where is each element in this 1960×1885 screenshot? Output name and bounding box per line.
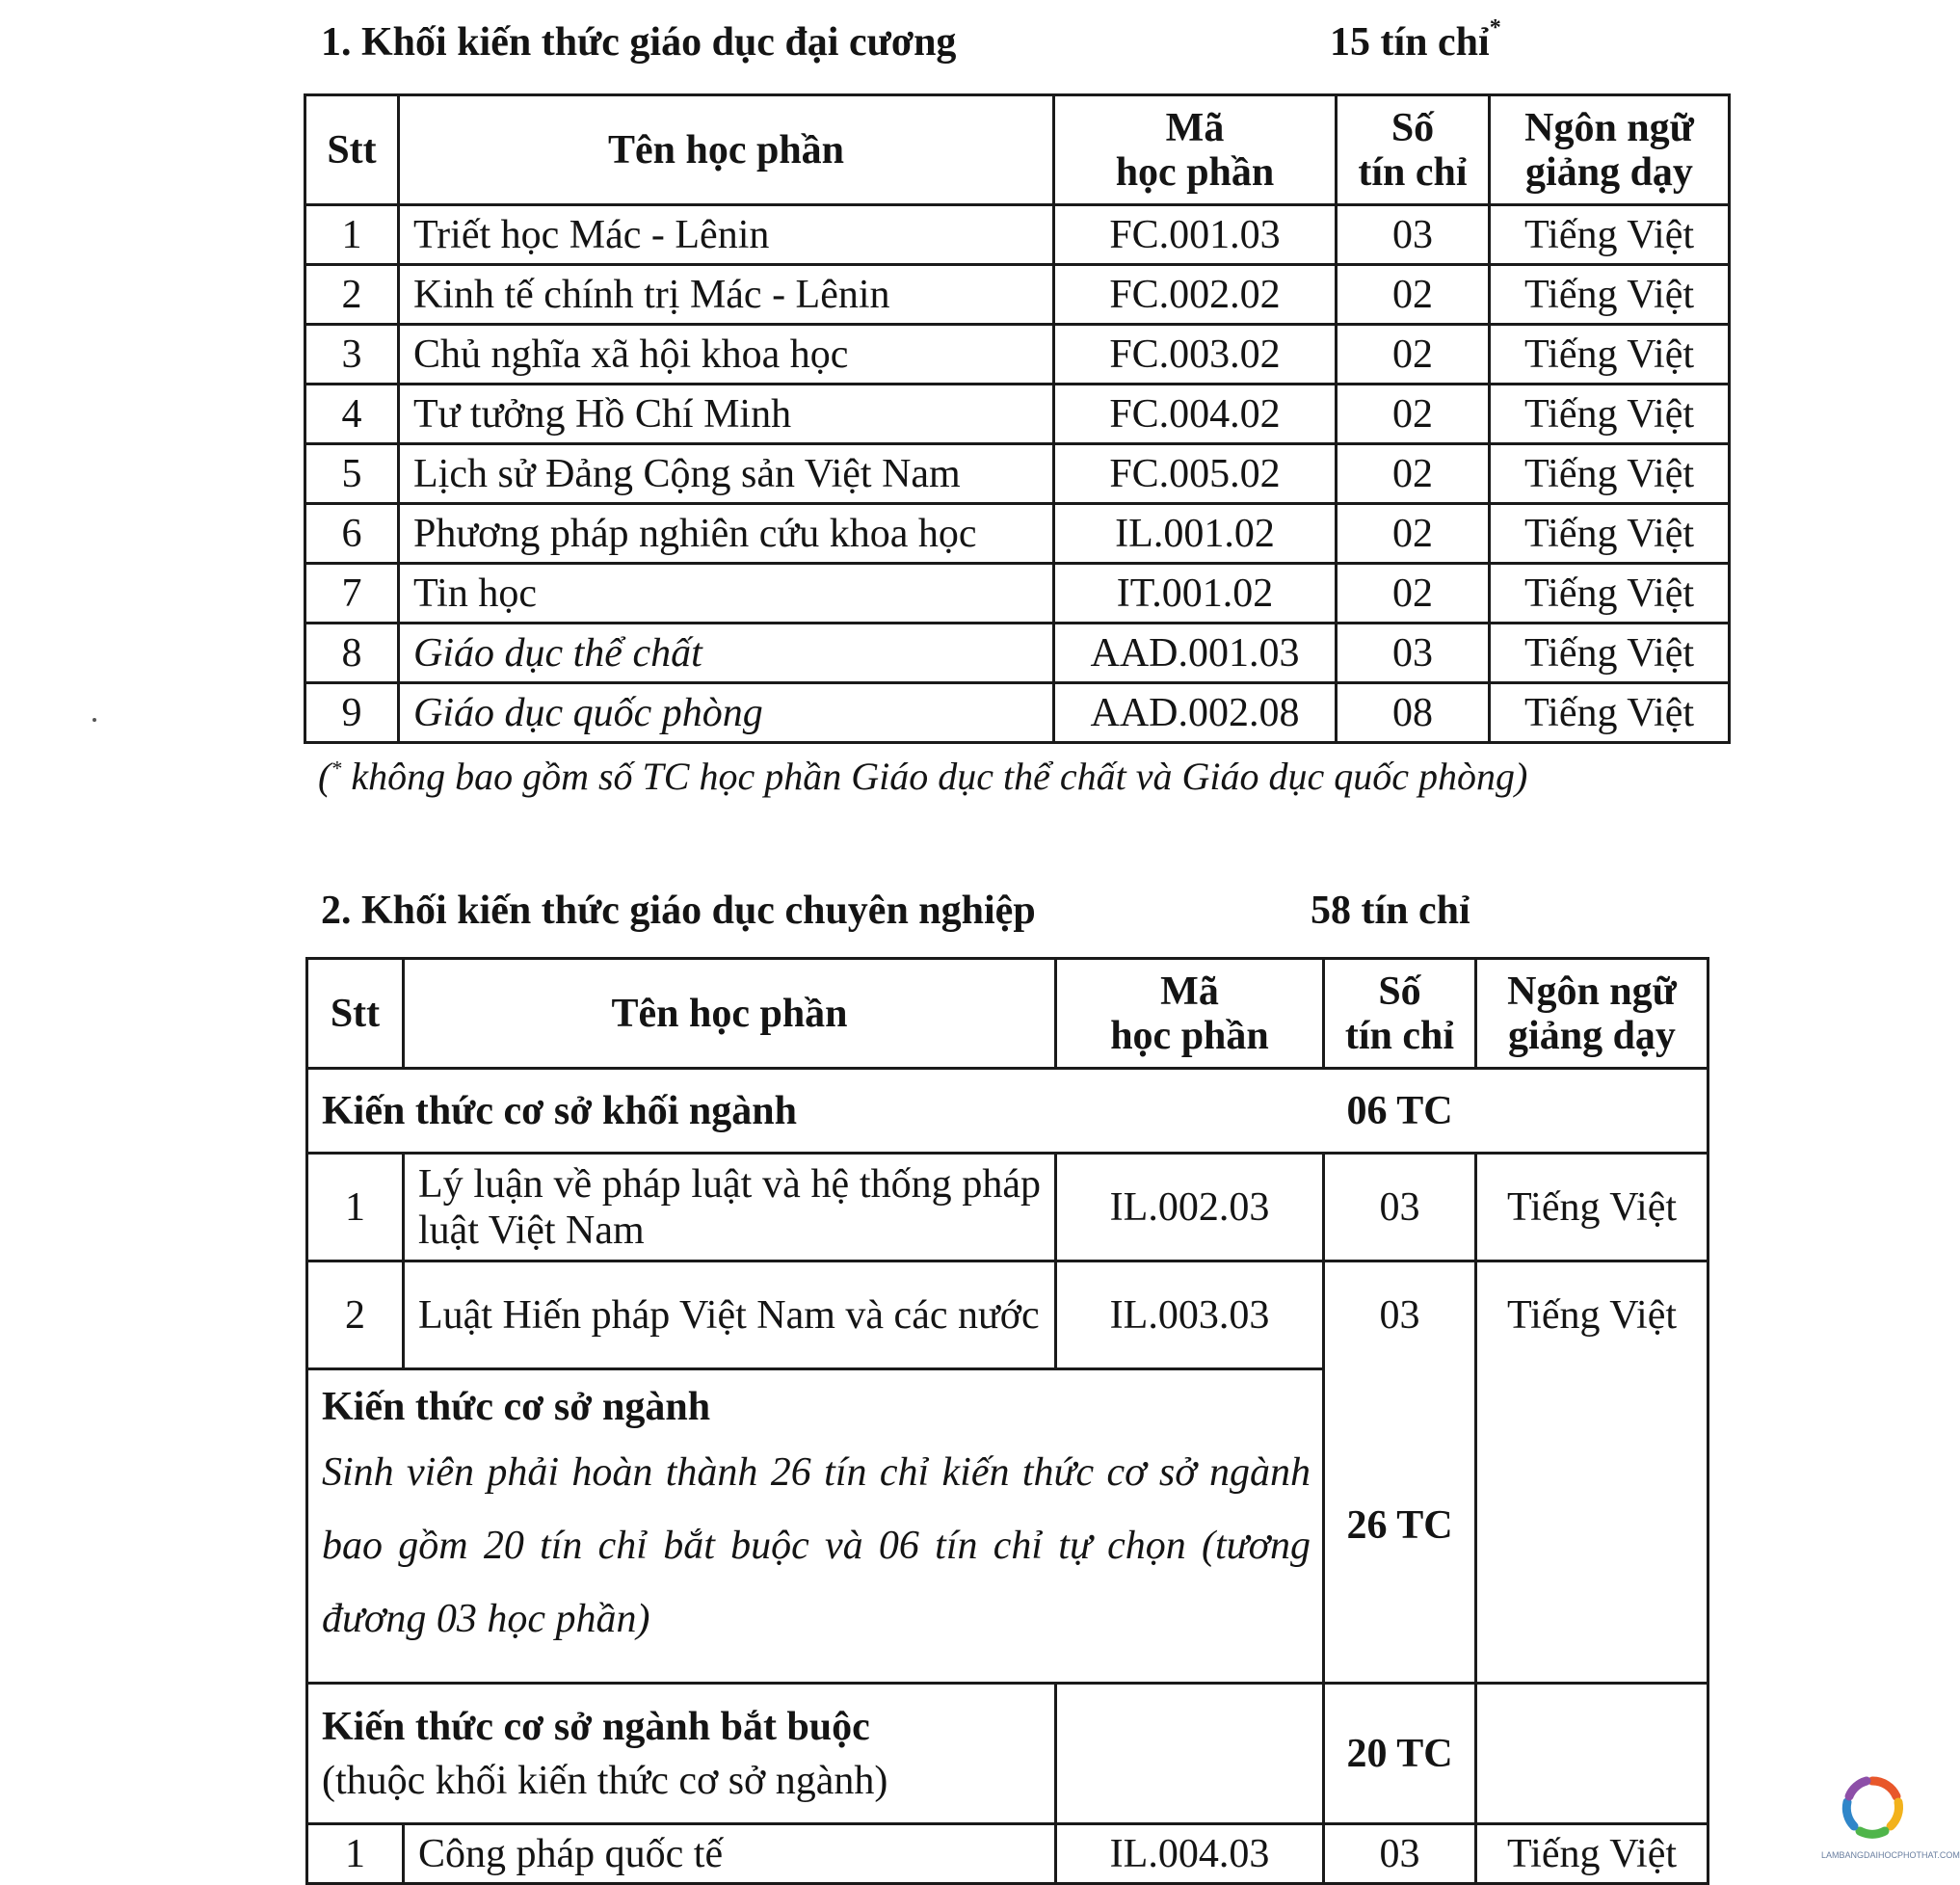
group-row-base-block [307, 1069, 1708, 1154]
group-subtitle: (thuộc khối kiến thức cơ sở ngành) [322, 1758, 888, 1803]
row-language: Tiếng Việt [1476, 1154, 1708, 1261]
row-language: Tiếng Việt [1490, 205, 1730, 265]
group-empty-cell [1476, 1369, 1708, 1684]
table-row [305, 564, 1730, 624]
row-credits: 02 [1337, 385, 1490, 444]
general-education-table [304, 93, 1731, 744]
header-credits-line1: Số [1391, 105, 1435, 150]
group-title: Kiến thức cơ sở khối ngành [307, 1069, 1324, 1154]
row-stt: 9 [305, 683, 399, 743]
header-stt: Stt [307, 959, 404, 1069]
header-code-line2: học phần [1115, 149, 1275, 195]
row-language: Tiếng Việt [1490, 564, 1730, 624]
section1-heading: 1. Khối kiến thức giáo dục đại cương [321, 20, 957, 65]
header-name: Tên học phần [404, 959, 1056, 1069]
row-course-name: Tư tưởng Hồ Chí Minh [399, 385, 1054, 444]
row-language: Tiếng Việt [1490, 444, 1730, 504]
table-row [307, 1261, 1708, 1369]
table-row [307, 1824, 1708, 1884]
group-credits: 26 TC [1324, 1369, 1476, 1684]
row-course-name: Giáo dục quốc phòng [399, 683, 1054, 743]
table-header-row [305, 95, 1730, 205]
footnote-mark: * [331, 756, 342, 781]
row-stt: 4 [305, 385, 399, 444]
row-credits: 03 [1337, 205, 1490, 265]
row-course-name: Luật Hiến pháp Việt Nam và các nước [404, 1261, 1056, 1369]
row-language: Tiếng Việt [1490, 504, 1730, 564]
row-stt: 1 [307, 1154, 404, 1261]
watermark-logo-ring [1846, 1781, 1898, 1834]
header-language-line2: giảng dạy [1508, 1013, 1676, 1058]
footnote-open: ( [318, 755, 331, 798]
table-row [305, 504, 1730, 564]
table-row [307, 1154, 1708, 1261]
table-row [305, 205, 1730, 265]
row-credits: 02 [1337, 265, 1490, 325]
table-header-row [307, 959, 1708, 1069]
row-stt: 1 [305, 205, 399, 265]
header-code [1056, 959, 1324, 1069]
row-credits: 03 [1324, 1824, 1476, 1884]
row-stt: 1 [307, 1824, 404, 1884]
section1-credits-text: 15 tín chỉ [1330, 20, 1490, 65]
row-stt: 3 [305, 325, 399, 385]
watermark-text: LAMBANGDAIHOCPHOTHAT.COM [1821, 1850, 1960, 1860]
header-language-line1: Ngôn ngữ [1507, 969, 1677, 1014]
header-language-line2: giảng dạy [1525, 149, 1693, 195]
row-stt: 8 [305, 624, 399, 683]
row-course-name: Phương pháp nghiên cứu khoa học [399, 504, 1054, 564]
table-row [305, 624, 1730, 683]
group-credits: 06 TC [1324, 1069, 1476, 1154]
group-empty-cell [1476, 1684, 1708, 1824]
row-course-code: IL.004.03 [1056, 1824, 1324, 1884]
group-empty-cell [1476, 1069, 1708, 1154]
scan-speck [93, 718, 96, 722]
row-course-code: FC.003.02 [1054, 325, 1337, 385]
row-language: Tiếng Việt [1490, 385, 1730, 444]
row-course-code: IT.001.02 [1054, 564, 1337, 624]
header-code-line1: Mã [1165, 105, 1225, 150]
group-base-major-cell [307, 1369, 1324, 1684]
row-language: Tiếng Việt [1490, 683, 1730, 743]
row-course-code: FC.001.03 [1054, 205, 1337, 265]
footnote [318, 754, 1527, 799]
group-title: Kiến thức cơ sở ngành bắt buộc [322, 1704, 870, 1749]
table-row [305, 325, 1730, 385]
section1-credits-mark: * [1489, 15, 1501, 40]
group-empty-code-cell [1056, 1684, 1324, 1824]
row-credits: 02 [1337, 564, 1490, 624]
header-language [1476, 959, 1708, 1069]
row-language: Tiếng Việt [1490, 624, 1730, 683]
row-course-name: Lịch sử Đảng Cộng sản Việt Nam [399, 444, 1054, 504]
row-course-name: Kinh tế chính trị Mác - Lênin [399, 265, 1054, 325]
row-course-code: AAD.001.03 [1054, 624, 1337, 683]
row-language: Tiếng Việt [1490, 325, 1730, 385]
header-language-line1: Ngôn ngữ [1524, 105, 1694, 150]
row-course-name: Tin học [399, 564, 1054, 624]
row-course-code: FC.005.02 [1054, 444, 1337, 504]
header-credits-line2: tín chỉ [1344, 1013, 1455, 1058]
group-row-base-major [307, 1369, 1708, 1684]
row-course-name: Chủ nghĩa xã hội khoa học [399, 325, 1054, 385]
row-course-code: IL.002.03 [1056, 1154, 1324, 1261]
row-language: Tiếng Việt [1476, 1261, 1708, 1369]
row-stt: 2 [305, 265, 399, 325]
row-credits: 03 [1324, 1154, 1476, 1261]
group-required-cell [307, 1684, 1056, 1824]
row-course-code: FC.004.02 [1054, 385, 1337, 444]
header-code-line2: học phần [1110, 1013, 1269, 1058]
row-language: Tiếng Việt [1490, 265, 1730, 325]
group-title: Kiến thức cơ sở ngành [322, 1385, 711, 1429]
row-stt: 6 [305, 504, 399, 564]
header-stt: Stt [305, 95, 399, 205]
header-credits-line2: tín chỉ [1358, 149, 1468, 195]
row-course-name: Công pháp quốc tế [404, 1824, 1056, 1884]
row-stt: 7 [305, 564, 399, 624]
header-name: Tên học phần [399, 95, 1054, 205]
row-language: Tiếng Việt [1476, 1824, 1708, 1884]
section1-credits [1330, 15, 1501, 66]
table-row [305, 385, 1730, 444]
row-course-code: FC.002.02 [1054, 265, 1337, 325]
group-description: Sinh viên phải hoàn thành 26 tín chỉ kiến thức cơ sở ngành bao gồm 20 tín chỉ bắt buộc và 06 tín chỉ tự chọn (tương đương 03 học phần) [322, 1450, 1311, 1641]
row-course-code: IL.003.03 [1056, 1261, 1324, 1369]
row-credits: 02 [1337, 325, 1490, 385]
header-language [1490, 95, 1730, 205]
header-credits-line1: Số [1378, 969, 1421, 1014]
row-stt: 2 [307, 1261, 404, 1369]
header-code [1054, 95, 1337, 205]
row-credits: 08 [1337, 683, 1490, 743]
professional-education-table [305, 957, 1709, 1885]
header-credits [1324, 959, 1476, 1069]
row-course-code: IL.001.02 [1054, 504, 1337, 564]
section2-heading: 2. Khối kiến thức giáo dục chuyên nghiệp [321, 889, 1036, 933]
row-course-name: Lý luận về pháp luật và hệ thống pháp luật Việt Nam [404, 1154, 1056, 1261]
header-code-line1: Mã [1160, 969, 1219, 1014]
footnote-text: không bao gồm số TC học phần Giáo dục thể chất và Giáo dục quốc phòng) [341, 755, 1528, 798]
row-stt: 5 [305, 444, 399, 504]
row-course-name: Triết học Mác - Lênin [399, 205, 1054, 265]
row-credits: 03 [1337, 624, 1490, 683]
watermark-logo-icon [1839, 1773, 1906, 1841]
group-row-required [307, 1684, 1708, 1824]
row-credits: 02 [1337, 504, 1490, 564]
table-row [305, 683, 1730, 743]
row-credits: 03 [1324, 1261, 1476, 1369]
group-credits: 20 TC [1324, 1684, 1476, 1824]
header-credits [1337, 95, 1490, 205]
row-course-name: Giáo dục thể chất [399, 624, 1054, 683]
section2-credits: 58 tín chỉ [1311, 889, 1470, 933]
table-row [305, 265, 1730, 325]
row-credits: 02 [1337, 444, 1490, 504]
row-course-code: AAD.002.08 [1054, 683, 1337, 743]
table-row [305, 444, 1730, 504]
